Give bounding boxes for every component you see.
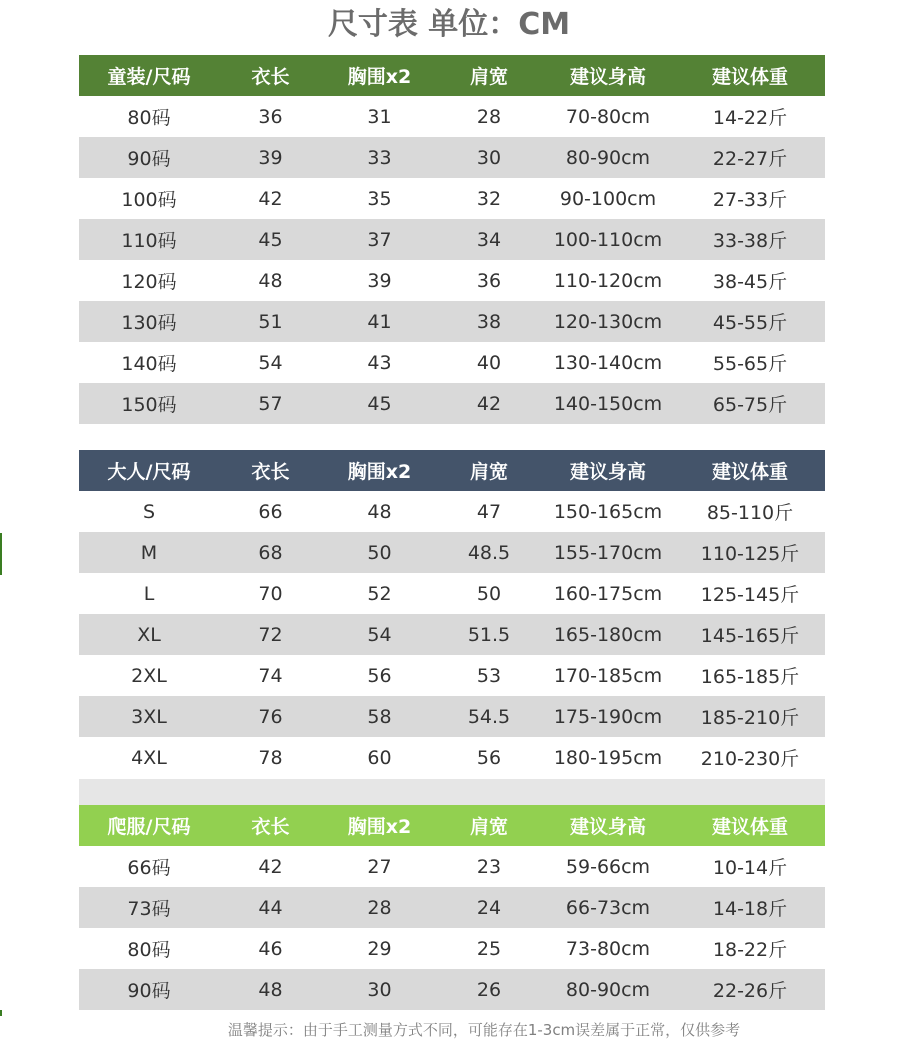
- cell-shoulder: 24: [437, 887, 541, 928]
- header-chest: 胸围x2: [322, 450, 437, 491]
- cell-chest: 50: [322, 532, 437, 573]
- header-height: 建议身高: [541, 55, 675, 96]
- cell-shoulder: 48.5: [437, 532, 541, 573]
- cell-length: 44: [219, 887, 322, 928]
- cell-chest: 31: [367, 105, 392, 128]
- cell-size: 100码: [121, 189, 177, 211]
- cell-length: 57: [219, 383, 322, 424]
- cell-height: 120-130cm: [541, 301, 675, 342]
- section-divider: [79, 779, 825, 805]
- left-edge-mark: [0, 533, 2, 575]
- cell-height: 130-140cm: [553, 351, 663, 374]
- cell-size: 3XL: [79, 696, 219, 737]
- table-header-row: [79, 450, 825, 491]
- cell-height: 80-90cm: [541, 969, 675, 1010]
- cell-size: S: [142, 500, 156, 523]
- cell-size: 73码: [79, 887, 219, 928]
- left-edge-mark-bottom: [0, 1010, 2, 1016]
- header-chest: 胸围x2: [322, 805, 437, 846]
- cell-size: L: [143, 582, 155, 605]
- cell-weight: 125-145斤: [700, 584, 800, 606]
- cell-chest: 54: [322, 614, 437, 655]
- table-row: [79, 178, 825, 219]
- cell-size: 130码: [79, 301, 219, 342]
- cell-chest: 58: [322, 696, 437, 737]
- cell-weight: 14-18斤: [675, 887, 825, 928]
- table-row: [79, 383, 825, 424]
- table-row: [79, 887, 825, 928]
- cell-length: 45: [219, 219, 322, 260]
- table-row: [79, 573, 825, 614]
- cell-length: 51: [219, 301, 322, 342]
- cell-shoulder: 42: [437, 383, 541, 424]
- cell-length: 46: [258, 937, 283, 960]
- cell-chest: 43: [367, 351, 392, 374]
- kids-size-table: [79, 55, 825, 424]
- cell-chest: 27: [367, 855, 392, 878]
- table-row: [79, 491, 825, 532]
- cell-chest: 45: [322, 383, 437, 424]
- cell-size: M: [79, 532, 219, 573]
- cell-length: 39: [219, 137, 322, 178]
- cell-shoulder: 47: [476, 500, 502, 523]
- table-row: [79, 532, 825, 573]
- cell-shoulder: 34: [437, 219, 541, 260]
- cell-length: 76: [219, 696, 322, 737]
- cell-length: 68: [219, 532, 322, 573]
- cell-size: XL: [79, 614, 219, 655]
- table-row: [79, 342, 825, 383]
- table-header-row: [79, 805, 825, 846]
- adults-size-table: [79, 450, 825, 778]
- header-height: 建议身高: [541, 805, 675, 846]
- cell-shoulder: 30: [437, 137, 541, 178]
- cell-height: 150-165cm: [553, 500, 663, 523]
- cell-height: 175-190cm: [541, 696, 675, 737]
- cell-height: 70-80cm: [565, 105, 651, 128]
- header-size: 童装/尺码: [79, 55, 219, 96]
- table-row: [79, 219, 825, 260]
- cell-height: 80-90cm: [541, 137, 675, 178]
- cell-weight: 65-75斤: [675, 383, 825, 424]
- cell-chest: 52: [367, 582, 392, 605]
- cell-chest: 39: [367, 269, 392, 292]
- cell-height: 165-180cm: [541, 614, 675, 655]
- header-weight: 建议体重: [675, 805, 825, 846]
- table-row: [79, 260, 825, 301]
- cell-chest: 35: [367, 187, 392, 210]
- cell-weight: 210-230斤: [700, 748, 800, 770]
- table-row: [79, 614, 825, 655]
- cell-length: 72: [219, 614, 322, 655]
- cell-height: 140-150cm: [541, 383, 675, 424]
- cell-length: 54: [258, 351, 283, 374]
- cell-size: 2XL: [131, 664, 167, 687]
- cell-shoulder: 28: [476, 105, 502, 128]
- cell-size: 4XL: [131, 746, 167, 769]
- cell-length: 48: [258, 269, 283, 292]
- table-row: [79, 137, 825, 178]
- cell-shoulder: 25: [476, 937, 502, 960]
- cell-weight: 55-65斤: [712, 353, 788, 375]
- header-size: 爬服/尺码: [79, 805, 219, 846]
- cell-height: 73-80cm: [565, 937, 651, 960]
- cell-shoulder: 38: [437, 301, 541, 342]
- cell-chest: 33: [322, 137, 437, 178]
- cell-size: 140码: [121, 353, 177, 375]
- table-row: [79, 655, 825, 696]
- cell-shoulder: 53: [476, 664, 502, 687]
- cell-shoulder: 26: [437, 969, 541, 1010]
- table-row: [79, 969, 825, 1010]
- header-weight: 建议体重: [675, 450, 825, 491]
- cell-length: 42: [258, 855, 283, 878]
- cell-shoulder: 23: [476, 855, 502, 878]
- cell-length: 36: [258, 105, 283, 128]
- cell-height: 155-170cm: [541, 532, 675, 573]
- header-length: 衣长: [219, 450, 322, 491]
- baby-romper-size-table: [79, 805, 825, 1010]
- cell-length: 66: [258, 500, 283, 523]
- cell-length: 42: [258, 187, 283, 210]
- measurement-note: 温馨提示：由于手工测量方式不同，可能存在1-3cm误差属于正常，仅供参考: [227, 1021, 741, 1039]
- cell-size: 80码: [127, 939, 171, 961]
- cell-shoulder: 40: [476, 351, 502, 374]
- header-shoulder: 肩宽: [437, 55, 541, 96]
- cell-shoulder: 54.5: [437, 696, 541, 737]
- cell-weight: 110-125斤: [675, 532, 825, 573]
- cell-weight: 22-27斤: [675, 137, 825, 178]
- table-header-row: [79, 55, 825, 96]
- cell-weight: 45-55斤: [675, 301, 825, 342]
- cell-height: 66-73cm: [541, 887, 675, 928]
- cell-height: 170-185cm: [553, 664, 663, 687]
- header-chest: 胸围x2: [322, 55, 437, 96]
- cell-height: 90-100cm: [559, 187, 657, 210]
- cell-weight: 18-22斤: [712, 939, 788, 961]
- page-title: 尺寸表 单位：CM: [327, 7, 571, 42]
- cell-chest: 56: [367, 664, 392, 687]
- table-row: [79, 96, 825, 137]
- cell-size: 150码: [79, 383, 219, 424]
- cell-weight: 185-210斤: [675, 696, 825, 737]
- cell-chest: 28: [322, 887, 437, 928]
- cell-shoulder: 51.5: [437, 614, 541, 655]
- cell-shoulder: 56: [476, 746, 502, 769]
- cell-length: 70: [258, 582, 283, 605]
- cell-size: 120码: [121, 271, 177, 293]
- cell-height: 180-195cm: [553, 746, 663, 769]
- cell-chest: 30: [322, 969, 437, 1010]
- cell-size: 90码: [79, 969, 219, 1010]
- table-row: [79, 928, 825, 969]
- table-row: [79, 301, 825, 342]
- header-shoulder: 肩宽: [437, 805, 541, 846]
- header-weight: 建议体重: [675, 55, 825, 96]
- header-length: 衣长: [219, 805, 322, 846]
- cell-weight: 38-45斤: [712, 271, 788, 293]
- cell-height: 100-110cm: [541, 219, 675, 260]
- cell-shoulder: 32: [476, 187, 502, 210]
- table-row: [79, 846, 825, 887]
- cell-length: 48: [219, 969, 322, 1010]
- cell-size: 90码: [79, 137, 219, 178]
- table-row: [79, 737, 825, 778]
- cell-chest: 60: [367, 746, 392, 769]
- cell-weight: 145-165斤: [675, 614, 825, 655]
- cell-shoulder: 36: [476, 269, 502, 292]
- table-row: [79, 696, 825, 737]
- cell-size: 66码: [127, 857, 171, 879]
- header-size: 大人/尺码: [79, 450, 219, 491]
- cell-chest: 37: [322, 219, 437, 260]
- cell-weight: 10-14斤: [712, 857, 788, 879]
- cell-weight: 165-185斤: [700, 666, 800, 688]
- cell-height: 160-175cm: [553, 582, 663, 605]
- cell-weight: 27-33斤: [712, 189, 788, 211]
- cell-chest: 48: [367, 500, 392, 523]
- header-shoulder: 肩宽: [437, 450, 541, 491]
- cell-size: 80码: [127, 107, 171, 129]
- cell-size: 110码: [79, 219, 219, 260]
- cell-chest: 41: [322, 301, 437, 342]
- cell-weight: 22-26斤: [675, 969, 825, 1010]
- cell-weight: 33-38斤: [675, 219, 825, 260]
- cell-chest: 29: [367, 937, 392, 960]
- cell-length: 74: [258, 664, 283, 687]
- cell-height: 59-66cm: [565, 855, 651, 878]
- cell-height: 110-120cm: [553, 269, 663, 292]
- cell-shoulder: 50: [476, 582, 502, 605]
- header-height: 建议身高: [541, 450, 675, 491]
- cell-weight: 85-110斤: [706, 502, 794, 524]
- cell-length: 78: [258, 746, 283, 769]
- header-length: 衣长: [219, 55, 322, 96]
- cell-weight: 14-22斤: [712, 107, 788, 129]
